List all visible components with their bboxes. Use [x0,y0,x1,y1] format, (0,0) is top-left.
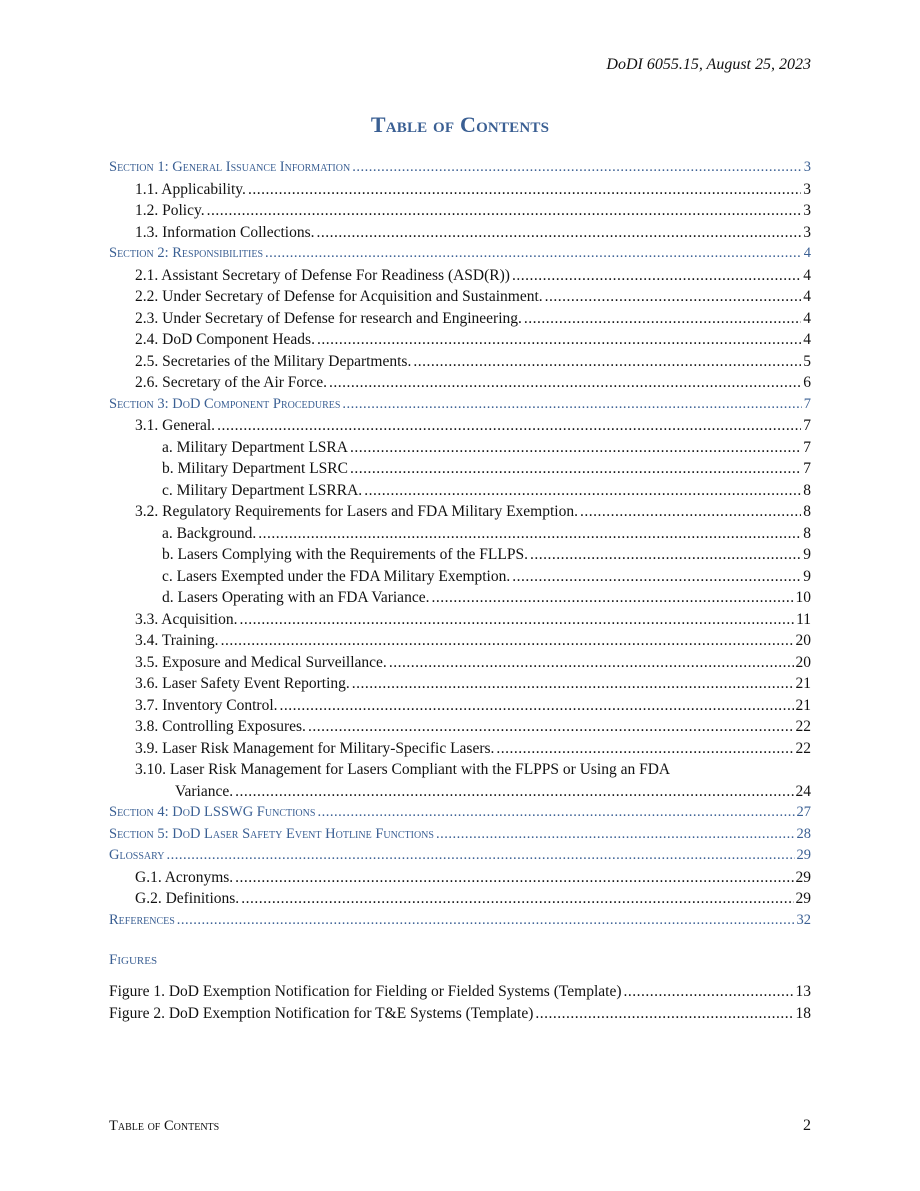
toc-entry[interactable] [109,200,811,222]
toc-entry[interactable] [109,372,811,394]
toc-section-link[interactable] [109,157,811,179]
dot-leader [280,695,794,717]
toc-entry-page: 7 [803,395,811,412]
toc-entry-page: 8 [803,481,811,499]
table-of-contents [109,157,811,931]
dot-leader [350,458,801,480]
toc-section-link[interactable] [109,910,811,932]
dot-leader [265,243,802,265]
toc-entry-label: 2.3. Under Secretary of Defense for research and Engineering. [135,309,522,327]
toc-entry[interactable] [109,523,811,545]
toc-entry-page: 4 [803,331,811,348]
toc-entry-label: b. Military Department LSRC [162,460,348,477]
toc-entry[interactable] [109,867,811,889]
dot-leader [350,437,801,459]
toc-entry-label: Glossary [109,847,165,863]
dot-leader [431,587,793,609]
toc-entry-label: c. Lasers Exempted under the FDA Military Exemption. [162,567,511,585]
dot-leader [545,286,802,308]
dot-leader [258,523,801,545]
dot-leader [535,1003,793,1025]
toc-entry[interactable] [109,501,811,523]
toc-entry-label: 2.4. DoD Component Heads. [135,331,315,348]
toc-entry-label: 1.3. Information Collections. [135,223,315,241]
toc-entry-page: 22 [795,718,811,735]
toc-entry-label: d. Lasers Operating with an FDA Variance. [162,589,430,606]
toc-entry-page: 7 [803,460,811,477]
toc-entry[interactable] [109,480,811,502]
toc-entry-label: References [109,911,175,928]
toc-entry-label: 3.7. Inventory Control. [135,696,278,714]
toc-entry-label: 3.4. Training. [135,632,219,649]
figures-heading: Figures [109,952,158,968]
toc-entry[interactable] [109,329,811,351]
toc-entry[interactable] [109,695,811,717]
page-title: Table of Contents [370,112,550,137]
dot-leader [207,200,802,222]
toc-entry-page: 4 [803,309,811,327]
dot-leader [580,501,801,523]
toc-entry[interactable] [109,759,811,781]
toc-entry[interactable] [109,458,811,480]
dot-leader [413,351,801,373]
toc-entry-page: 20 [795,632,811,649]
toc-entry-page: 8 [803,503,811,520]
toc-entry-label: 2.2. Under Secretary of Defense for Acquisition and Sustainment. [135,288,543,305]
toc-entry-page: 20 [795,653,811,671]
dot-leader [317,222,802,244]
toc-entry[interactable] [109,781,811,803]
toc-entry-label: a. Background. [162,524,257,542]
dot-leader [308,716,794,738]
toc-entry-label: 3.1. General. [135,417,216,434]
dot-leader [329,372,801,394]
dot-leader [352,673,794,695]
toc-entry[interactable] [109,673,811,695]
toc-entry[interactable] [109,566,811,588]
dot-leader [241,888,793,910]
document-header: DoDI 6055.15, August 25, 2023 [606,56,811,73]
toc-entry-label: a. Military Department LSRA [162,438,348,456]
toc-section-link[interactable] [109,243,811,265]
toc-entry-label: 3.8. Controlling Exposures. [135,718,306,735]
toc-entry-label: 1.1. Applicability. [135,180,246,198]
toc-entry-page: 3 [803,180,811,198]
figure-entry[interactable] [109,981,811,1003]
toc-entry[interactable] [109,716,811,738]
toc-entry[interactable] [109,544,811,566]
toc-entry[interactable] [109,738,811,760]
dot-leader [317,802,794,824]
toc-entry-page: 7 [803,438,811,456]
toc-entry[interactable] [109,286,811,308]
dot-leader [436,824,795,846]
dot-leader [248,179,801,201]
toc-entry[interactable] [109,179,811,201]
toc-entry[interactable] [109,437,811,459]
footer-section-label: Table of Contents [109,1118,220,1134]
figure-entry[interactable] [109,1003,811,1025]
toc-entry-page: 27 [796,804,811,820]
dot-leader [342,394,801,416]
figure-entry-label: Figure 2. DoD Exemption Notification for T&E Systems (Template) [109,1004,534,1022]
toc-entry-page: 29 [795,890,811,907]
toc-entry-page: 24 [795,782,811,800]
dot-leader [496,738,793,760]
dot-leader [530,544,801,566]
dot-leader [217,415,801,437]
toc-entry-page: 3 [803,159,811,175]
toc-entry-page: 29 [796,847,811,863]
toc-entry-page: 28 [796,825,811,842]
toc-entry-page: 21 [795,696,811,714]
toc-entry[interactable] [109,587,811,609]
toc-entry-label: Section 5: DoD Laser Safety Event Hotline Functions [109,825,434,842]
toc-entry-label: 3.6. Laser Safety Event Reporting. [135,675,350,692]
toc-entry-page: 4 [803,266,811,284]
figure-entry-page: 18 [795,1004,811,1022]
toc-entry-page: 29 [795,868,811,886]
dot-leader [221,630,794,652]
dot-leader [524,308,801,330]
dot-leader [317,329,801,351]
toc-entry-label: Section 3: DoD Component Procedures [109,395,341,412]
toc-entry-label: 2.5. Secretaries of the Military Departments. [135,352,412,370]
toc-entry-label: Variance. [175,782,234,800]
toc-entry-label: G.1. Acronyms. [135,868,234,886]
toc-entry-page: 9 [803,567,811,585]
toc-entry-label: 3.5. Exposure and Medical Surveillance. [135,653,387,671]
toc-entry-label: 3.9. Laser Risk Management for Military-Specific Lasers. [135,739,495,757]
dot-leader [364,480,801,502]
toc-entry[interactable] [109,351,811,373]
toc-entry-page: 10 [795,589,811,606]
toc-entry-label: Section 2: Responsibilities [109,245,264,261]
toc-entry-label: b. Lasers Complying with the Requirements of the FLLPS. [162,546,528,563]
toc-entry-page: 4 [803,245,811,261]
toc-entry-label: G.2. Definitions. [135,890,240,907]
dot-leader [235,867,793,889]
footer-page-number: 2 [803,1117,811,1134]
dot-leader [623,981,793,1003]
toc-entry-label: 3.3. Acquisition. [135,610,238,628]
figure-entry-page: 13 [795,983,811,1000]
toc-entry-page: 4 [803,288,811,305]
toc-entry[interactable] [109,308,811,330]
toc-entry-page: 21 [795,675,811,692]
toc-entry-label: c. Military Department LSRRA. [162,481,363,499]
dot-leader [389,652,794,674]
toc-entry[interactable] [109,630,811,652]
toc-entry-page: 22 [795,739,811,757]
toc-entry-page: 32 [796,911,811,928]
toc-section-link[interactable] [109,394,811,416]
toc-entry-label: 1.2. Policy. [135,202,205,219]
toc-entry[interactable] [109,222,811,244]
dot-leader [167,845,795,867]
toc-entry[interactable] [109,265,811,287]
dot-leader [512,265,801,287]
toc-entry[interactable] [109,888,811,910]
toc-entry-label: Section 1: General Issuance Information [109,159,351,175]
dot-leader [177,910,795,932]
toc-entry[interactable] [109,609,811,631]
toc-entry-page: 11 [796,610,811,628]
toc-section-link[interactable] [109,845,811,867]
toc-entry[interactable] [109,415,811,437]
dot-leader [235,781,793,803]
toc-entry[interactable] [109,652,811,674]
toc-entry-page: 7 [803,417,811,434]
figures-list [109,981,811,1024]
toc-entry-label: 2.6. Secretary of the Air Force. [135,374,327,391]
toc-entry-page: 5 [803,352,811,370]
figure-entry-label: Figure 1. DoD Exemption Notification for Fielding or Fielded Systems (Template) [109,983,622,1000]
toc-entry-page: 3 [803,223,811,241]
dot-leader [352,157,802,179]
toc-entry-page: 9 [803,546,811,563]
toc-entry-label: Section 4: DoD LSSWG Functions [109,804,316,820]
dot-leader [239,609,794,631]
toc-entry-page: 3 [803,202,811,219]
toc-entry-label: 3.2. Regulatory Requirements for Lasers and FDA Military Exemption. [135,503,578,520]
toc-entry-label: 2.1. Assistant Secretary of Defense For Readiness (ASD(R)) [135,266,510,284]
toc-section-link[interactable] [109,802,811,824]
toc-entry-label: 3.10. Laser Risk Management for Lasers Compliant with the FLPPS or Using an FDA [135,761,671,778]
toc-entry-page: 8 [803,524,811,542]
toc-entry-page: 6 [803,374,811,391]
toc-section-link[interactable] [109,824,811,846]
dot-leader [512,566,801,588]
